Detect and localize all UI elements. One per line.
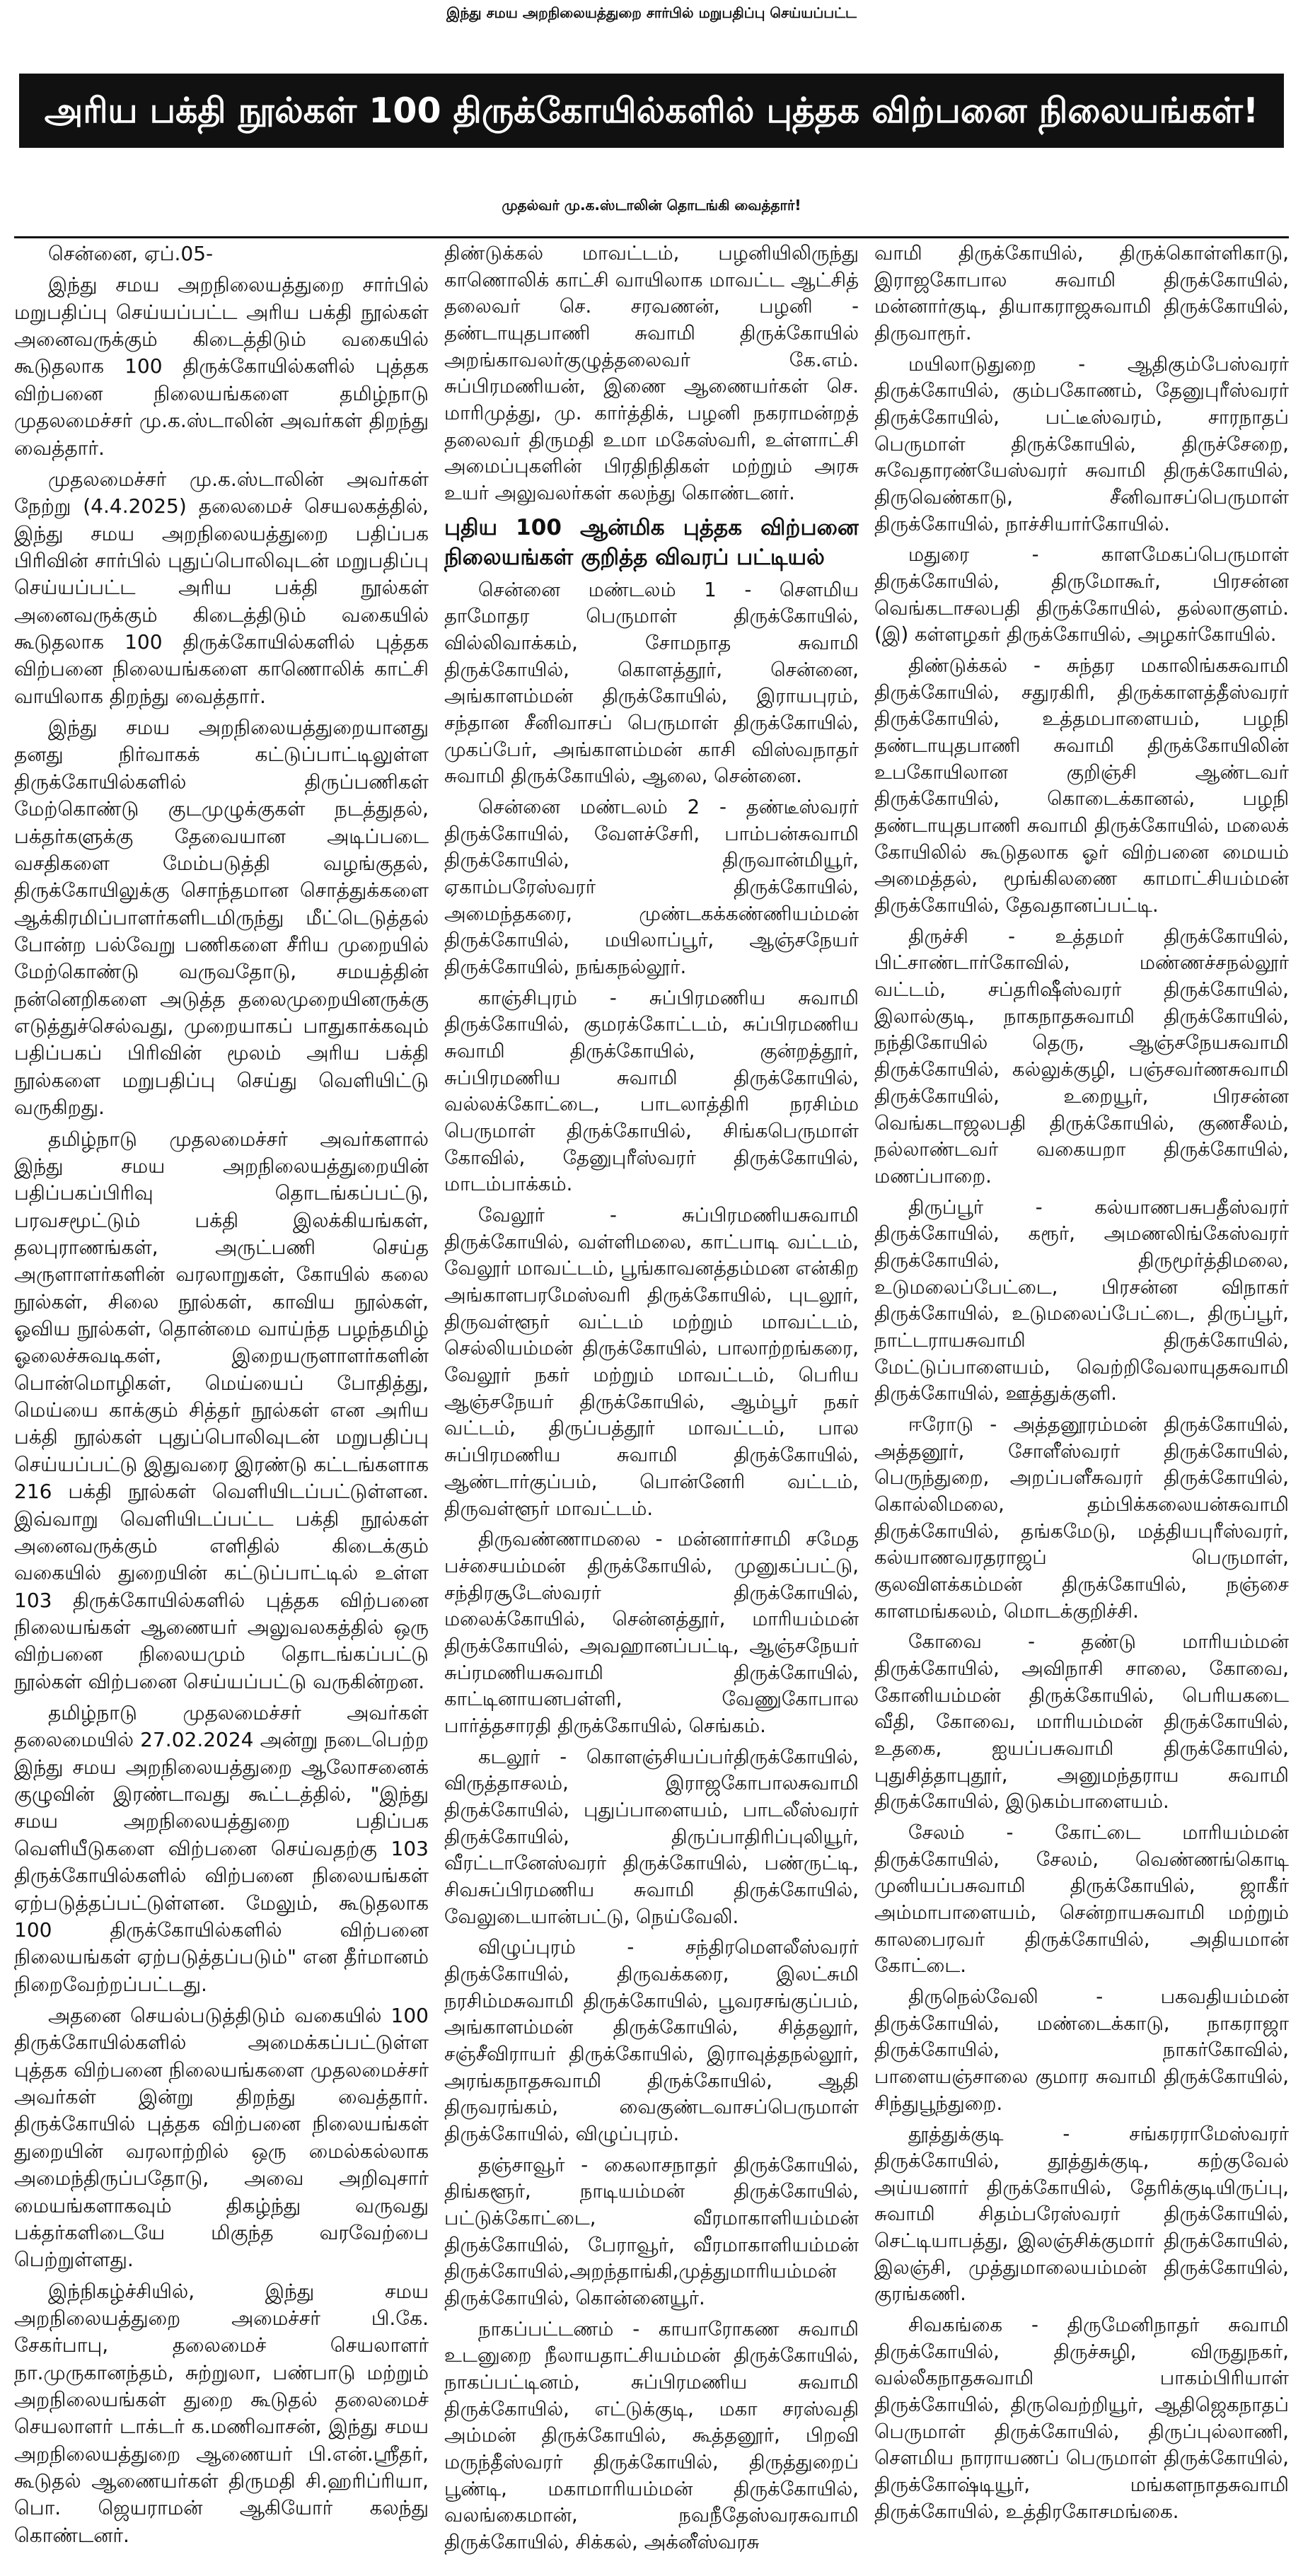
paragraph: விழுப்புரம் - சந்திரமௌலீஸ்வரர் திருக்கோயில், திருவக்கரை, இலட்சுமி நரசிம்மசுவாமி திருக்கோயில், பூவரசங்குப்பம், அங்காளம்மன் திருக்கோயில், சித்தலூர், சஞ்சீவிராயர் திருக்கோயில், இராவுத்தநல்லூர், அரங்கநாதசுவாமி திருக்கோயில், ஆதி திருவரங்கம், வைகுண்டவாசப்பெருமாள் திருக்கோயில், விழுப்புரம். <box>444 1936 859 2145</box>
paragraph: திருவண்ணாமலை - மன்னார்சாமி சமேத பச்சையம்மன் திருக்கோயில், முனுகப்பட்டு, சந்திரசூடேஸ்வரர் திருக்கோயில், மலைக்கோயில், சென்னத்தூர், மாரியம்மன் திருக்கோயில், அவஹானப்பட்டி, ஆஞ்சநேயர் சுப்ரமணியசுவாமி திருக்கோயில், காட்டினாயனபள்ளி, வேணுகோபால பார்த்தசாரதி திருக்கோயில், செங்கம். <box>444 1528 859 1737</box>
paragraph: சேலம் - கோட்டை மாரியம்மன் திருக்கோயில், சேலம், வெண்ணங்கொடி முனியப்பசுவாமி திருக்கோயில், ஜாகீர் அம்மாபாளையம், சென்றாயசுவாமி மற்றும் காலபைரவர் திருக்கோயில், அதியமான் கோட்டை. <box>874 1821 1289 1978</box>
column-2 <box>444 240 859 2568</box>
paragraph: திண்டுக்கல் மாவட்டம், பழனியிலிருந்து காணொலிக் காட்சி வாயிலாக மாவட்ட ஆட்சித் தலைவர் செ. சரவணன், பழனி - தண்டாயுதபாணி சுவாமி திருக்கோயில் அறங்காவலர்குழுத்தலைவர் கே.எம். சுப்பிரமணியன், இணை ஆணையர்கள் செ. மாரிமுத்து, மு. கார்த்திக், பழனி நகராமன்றத் தலைவர் திருமதி உமா மகேஸ்வரி, உள்ளாட்சி அமைப்புகளின் பிரதிநிதிகள் மற்றும் அரசு உயர் அலுவலர்கள் கலந்து கொண்டனர். <box>444 242 859 505</box>
paragraph: திருப்பூர் - கல்யாணபசுபதீஸ்வரர் திருக்கோயில், கரூர், அமணலிங்கேஸ்வரர் திருக்கோயில், திருமூர்த்திமலை, உடுமலைப்பேட்டை, பிரசன்ன விநாகர் திருக்கோயில், உடுமலைப்பேட்டை, திருப்பூர், நாட்டராயசுவாமி திருக்கோயில், மேட்டுப்பாளையம், வெற்றிவேலாயுதசுவாமி திருக்கோயில், ஊத்துக்குளி. <box>874 1195 1289 1405</box>
paragraph: வேலூர் - சுப்பிரமணியசுவாமி திருக்கோயில், வள்ளிமலை, காட்பாடி வட்டம், வேலூர் மாவட்டம், பூங்காவனத்தம்மன என்கிற அங்காளபரமேஸ்வரி திருக்கோயில், புடலூர், திருவள்ளூர் வட்டம் மற்றும் மாவட்டம், செல்லியம்மன் திருக்கோயில், பாலாற்றங்கரை, வேலூர் நகர் மற்றும் மாவட்டம், பெரிய ஆஞ்சநேயர் திருக்கோயில், ஆம்பூர் நகர் வட்டம், திருப்பத்தூர் மாவட்டம், பால சுப்பிரமணிய சுவாமி திருக்கோயில், ஆண்டார்குப்பம், பொன்னேரி வட்டம், திருவள்ளூர் மாவட்டம். <box>444 1204 859 1520</box>
list-heading: புதிய 100 ஆன்மிக புத்தக விற்பனை நிலையங்கள் குறித்த விவரப் பட்டியல் <box>444 514 859 571</box>
dateline: சென்னை, ஏப்.05- <box>48 242 214 265</box>
column-1 <box>14 240 429 2568</box>
paragraph: சென்னை மண்டலம் 1 - சௌமிய தாமோதர பெருமாள் திருக்கோயில், வில்லிவாக்கம், சோமநாத சுவாமி திருக்கோயில், கொளத்தூர், சென்னை, அங்காளம்மன் திருக்கோயில், இராயபுரம், சந்தான சீனிவாசப் பெருமாள் திருக்கோயில், முகப்பேர், அங்காளம்மன் காசி விஸ்வநாதர் சுவாமி திருக்கோயில், ஆலை, சென்னை. <box>444 578 859 788</box>
paragraph: கடலூர் - கொளஞ்சியப்பர்திருக்கோயில், விருத்தாசலம், இராஜகோபாலசுவாமி திருக்கோயில், புதுப்பாளையம், பாடலீஸ்வரர் திருக்கோயில், திருப்பாதிரிப்புலியூர், வீரட்டானேஸ்வரர் திருக்கோயில், பண்ருட்டி, சிவசுப்பிரமணிய சுவாமி திருக்கோயில், வேலுடையான்பட்டு, நெய்வேலி. <box>444 1745 859 1928</box>
paragraph: தூத்துக்குடி - சங்கரராமேஸ்வரர் திருக்கோயில், தூத்துக்குடி, கற்குவேல் அய்யனார் திருக்கோயில், தேரிக்குடியிருப்பு, சுவாமி சிதம்பரேஸ்வரர் திருக்கோயில், செட்டியாபத்து, இலஞ்சிக்குமார் திருக்கோயில், இலஞ்சி, முத்துமாலையம்மன் திருக்கோயில், குரங்கணி. <box>874 2123 1289 2306</box>
paragraph: மதுரை - காளமேகப்பெருமாள் திருக்கோயில், திருமோகூர், பிரசன்ன வெங்கடாசலபதி திருக்கோயில், தல்லாகுளம். (இ) கள்ளழகர் திருக்கோயில், அழகர்கோயில். <box>874 543 1289 646</box>
paragraph: சென்னை மண்டலம் 2 - தண்டீஸ்வரர் திருக்கோயில், வேளச்சேரி, பாம்பன்சுவாமி திருக்கோயில், திருவான்மியூர், ஏகாம்பரேஸ்வரர் திருக்கோயில், அமைந்தகரை, முண்டகக்கண்ணியம்மன் திருக்கோயில், மயிலாப்பூர், ஆஞ்சநேயர் திருக்கோயில், நங்கநல்லூர். <box>444 796 859 979</box>
paragraph: நாகப்பட்டணம் - காயாரோகண சுவாமி உடனுறை நீலாயதாட்சியம்மன் திருக்கோயில், நாகப்பட்டினம், சுப்பிரமணிய சுவாமி திருக்கோயில், எட்டுக்குடி, மகா சரஸ்வதி அம்மன் திருக்கோயில், கூத்தனூர், பிறவி மருந்தீஸ்வரர் திருக்கோயில், திருத்துறைப் பூண்டி, மகாமாரியம்மன் திருக்கோயில், வலங்கைமான், நவநீதேஸ்வரசுவாமி திருக்கோயில், சிக்கல், அக்னீஸ்வரசு <box>444 2317 859 2554</box>
headline-kicker: இந்து சமய அறநிலையத்துறை சார்பில் மறுபதிப்பு செய்யப்பட்ட <box>446 4 857 21</box>
headline-main-banner <box>0 74 1303 194</box>
paragraph: கோவை - தண்டு மாரியம்மன் திருக்கோயில், அவிநாசி சாலை, கோவை, கோனியம்மன் திருக்கோயில், பெரியகடை வீதி, கோவை, மாரியம்மன் திருக்கோயில், உதகை, ஐயப்பசுவாமி திருக்கோயில், புதுசித்தாபுதூர், அனுமந்தராய சுவாமி திருக்கோயில், இடுகம்பாளையம். <box>874 1630 1289 1814</box>
paragraph: திருச்சி - உத்தமர் திருக்கோயில், பிட்சாண்டார்கோவில், மண்ணச்சநல்லூர் வட்டம், சப்தரிஷீஸ்வரர் திருக்கோயில், இலால்குடி, நாகநாதசுவாமி திருக்கோயில், நந்திகோயில் தெரு, ஆஞ்சநேயசுவாமி திருக்கோயில், கல்லுக்குழி, பஞ்சவர்ணசுவாமி திருக்கோயில், உறையூர், பிரசன்ன வெங்கடாஜலபதி திருக்கோயில், குணசீலம், நல்லாண்டவர் வகையறா திருக்கோயில், மணப்பாறை. <box>874 924 1289 1188</box>
paragraph: ஈரோடு - அத்தனூரம்மன் திருக்கோயில், அத்தனூர், சோளீஸ்வரர் திருக்கோயில், பெருந்துறை, அறப்பளீசுவரர் திருக்கோயில், கொல்லிமலை, தம்பிக்கலையன்சுவாமி திருக்கோயில், தங்கமேடு, மத்தியபுரீஸ்வரர், கல்யாணவரதராஜப் பெருமாள், குலவிளக்கம்மன் திருக்கோயில், நஞ்சை காளமங்கலம், மொடக்குறிச்சி. <box>874 1412 1289 1623</box>
paragraph: காஞ்சிபுரம் - சுப்பிரமணிய சுவாமி திருக்கோயில், குமரக்கோட்டம், சுப்பிரமணிய சுவாமி திருக்கோயில், குன்றத்தூர், சுப்பிரமணிய சுவாமி திருக்கோயில், வல்லக்கோட்டை, பாடலாத்திரி நரசிம்ம பெருமாள் திருக்கோயில், சிங்கபெருமாள் கோவில், தேனுபுரீஸ்வரர் திருக்கோயில், மாடம்பாக்கம். <box>444 986 859 1196</box>
paragraph: தமிழ்நாடு முதலமைச்சர் அவர்கள் தலைமையில் 27.02.2024 அன்று நடைபெற்ற இந்து சமய அறநிலையத்துறை ஆலோசனைக் குழுவின் இரண்டாவது கூட்டத்தில், "இந்து சமய அறநிலையத்துறை பதிப்பக வெளியீடுகளை விற்பனை செய்வதற்கு 103 திருக்கோயில்களில் விற்பனை நிலையங்கள் ஏற்படுத்தப்பட்டுள்ளன. மேலும், கூடுதலாக 100 திருக்கோயில்களில் விற்பனை நிலையங்கள் ஏற்படுத்தப்படும்" என தீர்மானம் நிறைவேற்றப்பட்டது. <box>14 1701 429 1996</box>
paragraph: இந்து சமய அறநிலையத்துறை சார்பில் மறுபதிப்பு செய்யப்பட்ட அரிய பக்தி நூல்கள் அனைவருக்கும் கிடைத்திடும் வகையில் கூடுதலாக 100 திருக்கோயில்களில் புத்தக விற்பனை நிலையங்களை தமிழ்நாடு முதலமைச்சர் மு.க.ஸ்டாலின் அவர்கள் திறந்து வைத்தார். <box>14 273 429 460</box>
paragraph: இந்து சமய அறநிலையத்துறையானது தனது நிர்வாகக் கட்டுப்பாட்டிலுள்ள திருக்கோயில்களில் திருப்பணிகள் மேற்கொண்டு குடமுழுக்குகள் நடத்துதல், பக்தர்களுக்கு தேவையான அடிப்படை வசதிகளை மேம்படுத்தி வழங்குதல், திருக்கோயிலுக்கு சொந்தமான சொத்துக்களை ஆக்கிரமிப்பாளர்களிடமிருந்து மீட்டெடுத்தல் போன்ற பல்வேறு பணிகளை சீரிய முறையில் மேற்கொண்டு வருவதோடு, சமயத்தின் நன்னெறிகளை அடுத்த தலைமுறையினருக்கு எடுத்துச்செல்வது, முறையாகப் பாதுகாக்கவும் பதிப்பகப் பிரிவின் மூலம் அரிய பக்தி நூல்களை மறுபதிப்பு செய்து வெளியிட்டு வருகிறது. <box>14 716 429 1120</box>
paragraph: தஞ்சாவூர் - கைலாசநாதர் திருக்கோயில், திங்களூர், நாடியம்மன் திருக்கோயில், பட்டுக்கோட்டை, வீரமாகாளியம்மன் திருக்கோயில், பேராவூர், வீரமாகாளியம்மன் திருக்கோயில்,அறந்தாங்கி,முத்துமாரியம்மன் திருக்கோயில், கொன்னையூர். <box>444 2153 859 2309</box>
column-3 <box>874 240 1289 2568</box>
article-body <box>14 240 1289 2568</box>
paragraph: சிவகங்கை - திருமேனிநாதர் சுவாமி திருக்கோயில், திருச்சுழி, விருதுநகர், வல்லீகநாதசுவாமி பாகம்பிரியாள் திருக்கோயில், திருவெற்றியூர், ஆதிஜெகநாதப் பெருமாள் திருக்கோயில், திருப்புல்லாணி, சௌமிய நாராயணப் பெருமாள் திருக்கோயில், திருக்கோஷ்டியூர், மங்களநாதசுவாமி திருக்கோயில், உத்திரகோசமங்கை. <box>874 2314 1289 2523</box>
headline-sub: முதல்வர் மு.க.ஸ்டாலின் தொடங்கி வைத்தார்! <box>502 197 801 214</box>
headline-main: அரிய பக்தி நூல்கள் 100 திருக்கோயில்களில் புத்தக விற்பனை நிலையங்கள்! <box>19 74 1284 148</box>
paragraph: திண்டுக்கல் - சுந்தர மகாலிங்கசுவாமி திருக்கோயில், சதுரகிரி, திருக்காளத்தீஸ்வரர் திருக்கோயில், உத்தமபாளையம், பழநி தண்டாயுதபாணி சுவாமி திருக்கோயிலின் உபகோயிலான குறிஞ்சி ஆண்டவர் திருக்கோயில், கொடைக்கானல், பழநி தண்டாயுதபாணி சுவாமி திருக்கோயில், மலைக் கோயிலில் கூடுதலாக ஓர் விற்பனை மையம் அமைத்தல், மூங்கிலணை காமாட்சியம்மன் திருக்கோயில், தேவதானப்பட்டி. <box>874 654 1289 917</box>
paragraph: மயிலாடுதுறை - ஆதிகும்பேஸ்வரர் திருக்கோயில், கும்பகோணம், தேனுபுரீஸ்வரர் திருக்கோயில், பட்டீஸ்வரம், சாரநாதப் பெருமாள் திருக்கோயில், திருச்சேறை, சுவேதாரண்யேஸ்வரர் சுவாமி திருக்கோயில், திருவெண்காடு, சீனிவாசப்பெருமாள் திருக்கோயில், நாச்சியார்கோயில். <box>874 352 1289 535</box>
paragraph: முதலமைச்சர் மு.க.ஸ்டாலின் அவர்கள் நேற்று (4.4.2025) தலைமைச் செயலகத்தில், இந்து சமய அறநிலையத்துறை பதிப்பக பிரிவின் சார்பில் புதுப்பொலிவுடன் மறுபதிப்பு செய்யப்பட்ட அரிய பக்தி நூல்கள் அனைவருக்கும் கிடைத்திடும் வகையில் கூடுதலாக 100 திருக்கோயில்களில் புத்தக விற்பனை நிலையங்களை காணொலிக் காட்சி வாயிலாக திறந்து வைத்தார். <box>14 467 429 708</box>
paragraph: திருநெல்வேலி - பகவதியம்மன் திருக்கோயில், மண்டைக்காடு, நாகராஜா திருக்கோயில், நாகர்கோவில், பாளையஞ்சாலை குமார சுவாமி திருக்கோயில், சிந்துபூந்துறை. <box>874 1985 1289 2115</box>
divider <box>14 236 1289 238</box>
paragraph: இந்நிகழ்ச்சியில், இந்து சமய அறநிலையத்துறை அமைச்சர் பி.கே. சேகர்பாபு, தலைமைச் செயலாளர் நா.முருகானந்தம், சுற்றுலா, பண்பாடு மற்றும் அறநிலையங்கள் துறை கூடுதல் தலைமைச் செயலாளர் டாக்டர் க.மணிவாசன், இந்து சமய அறநிலையத்துறை ஆணையர் பி.என்.ஸ்ரீதர், கூடுதல் ஆணையர்கள் திருமதி சி.ஹரிப்ரியா, பொ. ஜெயராமன் ஆகியோர் கலந்து கொண்டனர். <box>14 2279 429 2547</box>
paragraph: அதனை செயல்படுத்திடும் வகையில் 100 திருக்கோயில்களில் அமைக்கப்பட்டுள்ள புத்தக விற்பனை நிலையங்களை முதலமைச்சர் அவர்கள் இன்று திறந்து வைத்தார். திருக்கோயில் புத்தக விற்பனை நிலையங்கள் துறையின் வரலாற்றில் ஒரு மைல்கல்லாக அமைந்திருப்பதோடு, அவை அறிவுசார் மையங்களாகவும் திகழ்ந்து வருவது பக்தர்களிடையே மிகுந்த வரவேற்பை பெற்றுள்ளது. <box>14 2004 429 2272</box>
paragraph: தமிழ்நாடு முதலமைச்சர் அவர்களால் இந்து சமய அறநிலையத்துறையின் பதிப்பகப்பிரிவு தொடங்கப்பட்டு, பரவசமூட்டும் பக்தி இலக்கியங்கள், தலபுராணங்கள், அருட்பணி செய்த அருளாளர்களின் வரலாறுகள், கோயில் கலை நூல்கள், சிலை நூல்கள், காவிய நூல்கள், ஓவிய நூல்கள், தொன்மை வாய்ந்த பழந்தமிழ் ஓலைச்சுவடிகள், இறையருளாளர்களின் பொன்மொழிகள், மெய்யைப் போதித்து, மெய்யை காக்கும் சித்தர் நூல்கள் என அரிய பக்தி நூல்கள் புதுப்பொலிவுடன் மறுபதிப்பு செய்யப்பட்டு இதுவரை இரண்டு கட்டங்களாக 216 பக்தி நூல்கள் வெளியிடப்பட்டுள்ளன. இவ்வாறு வெளியிடப்பட்ட பக்தி நூல்கள் அனைவருக்கும் எளிதில் கிடைக்கும் வகையில் துறையின் கட்டுப்பாட்டில் உள்ள 103 திருக்கோயில்களில் புத்தக விற்பனை நிலையங்கள் ஆணையர் அலுவலகத்தில் ஒரு விற்பனை நிலையமும் தொடங்கப்பட்டு நூல்கள் விற்பனை செய்யப்பட்டு வருகின்றன. <box>14 1127 429 1693</box>
paragraph: வாமி திருக்கோயில், திருக்கொள்ளிகாடு, இராஜகோபால சுவாமி திருக்கோயில், மன்னார்குடி, தியாகராஜசுவாமி திருக்கோயில், திருவாரூர். <box>874 242 1289 345</box>
